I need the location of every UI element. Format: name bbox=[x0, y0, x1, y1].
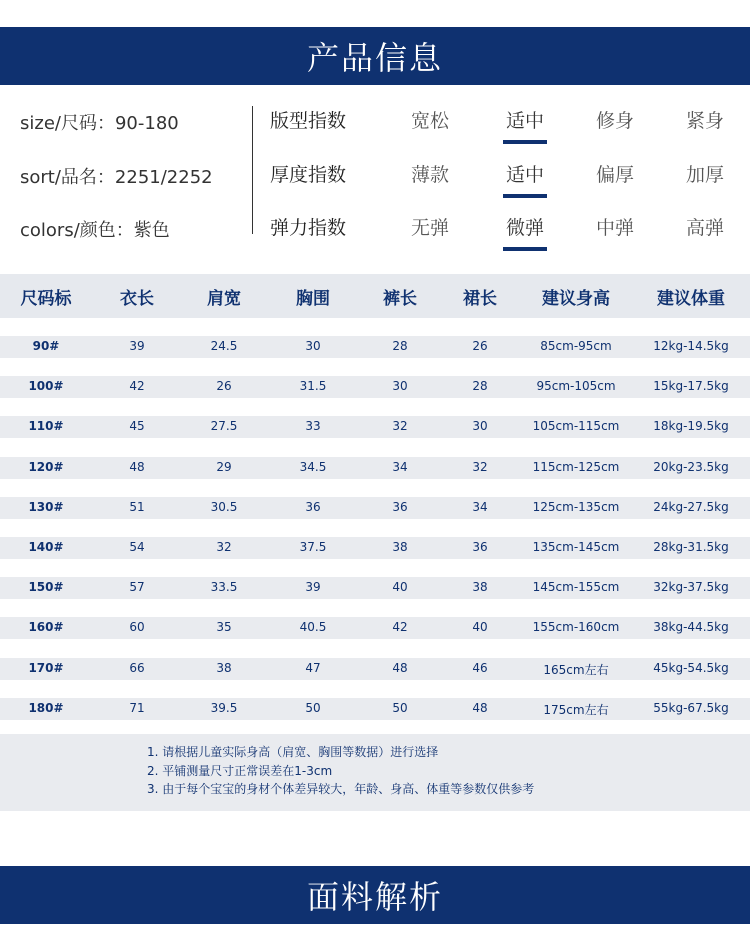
table-cell: 42 bbox=[392, 620, 408, 635]
index-row bbox=[270, 152, 740, 192]
index-option-label: 高弹 bbox=[685, 217, 724, 239]
table-cell: 155cm-160cm bbox=[532, 620, 620, 635]
table-cell: 35 bbox=[216, 620, 232, 635]
table-cell: 57 bbox=[129, 580, 145, 595]
table-cell: 20kg-23.5kg bbox=[653, 459, 729, 474]
table-cell: 30.5 bbox=[210, 499, 238, 514]
index-option bbox=[400, 106, 460, 133]
size-label: 180# bbox=[28, 700, 64, 715]
table-cell: 50 bbox=[305, 700, 321, 715]
table-cell: 55kg-67.5kg bbox=[653, 700, 729, 715]
table-cell: 105cm-115cm bbox=[532, 419, 620, 434]
table-cell: 32 bbox=[392, 419, 408, 434]
size-label: 130# bbox=[28, 499, 64, 514]
table-cell: 18kg-19.5kg bbox=[653, 419, 729, 434]
table-row bbox=[0, 416, 750, 438]
table-cell: 48 bbox=[472, 700, 488, 715]
index-option-label: 紧身 bbox=[685, 110, 724, 132]
table-cell: 40.5 bbox=[299, 620, 327, 635]
table-cell: 85cm-95cm bbox=[540, 339, 612, 353]
table-cell: 36 bbox=[305, 499, 321, 514]
table-cell: 165cm左右 bbox=[543, 662, 609, 677]
table-row bbox=[0, 457, 750, 479]
index-option bbox=[585, 160, 645, 187]
notes-panel bbox=[0, 734, 750, 811]
product-info-panel bbox=[0, 92, 750, 257]
index-option-label: 偏厚 bbox=[595, 164, 634, 186]
table-cell: 38kg-44.5kg bbox=[653, 620, 729, 635]
table-cell: 40 bbox=[472, 620, 488, 635]
table-cell: 30 bbox=[392, 379, 408, 394]
index-option-selected bbox=[495, 160, 555, 187]
note-1: 1. 请根据儿童实际身高（肩宽、胸围等数据）进行选择 bbox=[147, 745, 439, 759]
table-cell: 115cm-125cm bbox=[532, 459, 620, 474]
index-title: 弹力指数 bbox=[270, 217, 347, 239]
table-cell: 26 bbox=[472, 339, 488, 353]
table-cell: 24kg-27.5kg bbox=[653, 499, 729, 514]
table-cell: 50 bbox=[392, 700, 408, 715]
table-cell: 33.5 bbox=[210, 580, 238, 595]
table-cell: 145cm-155cm bbox=[532, 580, 620, 595]
column-header: 裤长 bbox=[383, 288, 417, 309]
table-cell: 24.5 bbox=[210, 339, 238, 353]
note-3: 3. 由于每个宝宝的身材个体差异较大，年龄、身高、体重等参数仅供参考 bbox=[147, 782, 535, 796]
table-row bbox=[0, 497, 750, 519]
column-header: 尺码标 bbox=[20, 288, 72, 309]
table-row bbox=[0, 376, 750, 398]
product-info-title: 产品信息 bbox=[306, 39, 443, 77]
size-label: 160# bbox=[28, 620, 64, 635]
column-header: 肩宽 bbox=[207, 288, 241, 309]
index-option-label: 适中 bbox=[505, 164, 544, 186]
table-cell: 175cm左右 bbox=[543, 702, 609, 717]
table-cell: 34 bbox=[472, 499, 488, 514]
index-option bbox=[585, 213, 645, 240]
table-cell: 54 bbox=[129, 540, 145, 554]
fabric-banner bbox=[0, 866, 750, 924]
table-row bbox=[0, 577, 750, 599]
index-option-label: 薄款 bbox=[410, 164, 449, 186]
index-row bbox=[270, 205, 740, 245]
index-option bbox=[585, 106, 645, 133]
table-cell: 48 bbox=[129, 459, 145, 474]
table-cell: 39 bbox=[129, 339, 145, 353]
index-option-label: 中弹 bbox=[595, 217, 634, 239]
table-row bbox=[0, 698, 750, 720]
table-cell: 38 bbox=[216, 660, 232, 675]
table-cell: 38 bbox=[472, 580, 488, 595]
column-header: 裙长 bbox=[463, 288, 497, 309]
product-info-banner bbox=[0, 27, 750, 85]
table-cell: 34 bbox=[392, 459, 408, 474]
table-cell: 42 bbox=[129, 379, 145, 394]
size-label: 140# bbox=[28, 540, 64, 554]
column-header: 衣长 bbox=[120, 288, 154, 309]
index-option bbox=[675, 213, 735, 240]
table-cell: 32kg-37.5kg bbox=[653, 580, 729, 595]
table-cell: 60 bbox=[129, 620, 145, 635]
selected-underline bbox=[503, 140, 547, 144]
table-cell: 71 bbox=[129, 700, 145, 715]
table-row bbox=[0, 658, 750, 680]
table-cell: 39 bbox=[305, 580, 321, 595]
table-cell: 33 bbox=[305, 419, 321, 434]
table-cell: 26 bbox=[216, 379, 232, 394]
index-row bbox=[270, 98, 740, 138]
table-cell: 32 bbox=[472, 459, 488, 474]
index-option-label: 修身 bbox=[595, 110, 634, 132]
table-cell: 39.5 bbox=[210, 700, 238, 715]
sort-info: sort/品名：2251/2252 bbox=[20, 167, 213, 188]
index-option-label: 适中 bbox=[505, 110, 544, 132]
table-cell: 135cm-145cm bbox=[532, 540, 620, 554]
info-divider bbox=[252, 106, 253, 234]
size-label: 170# bbox=[28, 660, 64, 675]
size-label: 120# bbox=[28, 459, 64, 474]
table-cell: 95cm-105cm bbox=[536, 379, 616, 394]
index-option bbox=[675, 160, 735, 187]
table-cell: 27.5 bbox=[210, 419, 238, 434]
table-cell: 66 bbox=[129, 660, 145, 675]
table-cell: 51 bbox=[129, 499, 145, 514]
table-cell: 31.5 bbox=[299, 379, 327, 394]
table-cell: 45kg-54.5kg bbox=[653, 660, 729, 675]
table-row bbox=[0, 537, 750, 559]
table-row bbox=[0, 336, 750, 358]
fabric-title: 面料解析 bbox=[306, 878, 443, 916]
table-cell: 28 bbox=[472, 379, 488, 394]
selected-underline bbox=[503, 194, 547, 198]
table-cell: 15kg-17.5kg bbox=[653, 379, 729, 394]
table-cell: 30 bbox=[472, 419, 488, 434]
size-table-header bbox=[0, 274, 750, 318]
table-row bbox=[0, 617, 750, 639]
size-label: 110# bbox=[28, 419, 64, 434]
index-title: 厚度指数 bbox=[270, 164, 347, 186]
index-option-selected bbox=[495, 106, 555, 133]
table-cell: 34.5 bbox=[299, 459, 327, 474]
index-option bbox=[675, 106, 735, 133]
table-cell: 40 bbox=[392, 580, 408, 595]
table-cell: 37.5 bbox=[299, 540, 327, 554]
index-title: 版型指数 bbox=[270, 110, 347, 132]
index-option-label: 加厚 bbox=[685, 164, 724, 186]
table-cell: 30 bbox=[305, 339, 321, 353]
index-option-label: 无弹 bbox=[410, 217, 449, 239]
selected-underline bbox=[503, 247, 547, 251]
index-option-selected bbox=[495, 213, 555, 240]
index-option-label: 宽松 bbox=[410, 110, 449, 132]
color-info: colors/颜色：紫色 bbox=[20, 220, 170, 241]
size-label: 100# bbox=[28, 379, 64, 394]
table-cell: 46 bbox=[472, 660, 488, 675]
table-cell: 45 bbox=[129, 419, 145, 434]
table-cell: 38 bbox=[392, 540, 408, 554]
index-option bbox=[400, 160, 460, 187]
table-cell: 48 bbox=[392, 660, 408, 675]
size-label: 150# bbox=[28, 580, 64, 595]
table-cell: 28kg-31.5kg bbox=[653, 540, 729, 554]
table-cell: 12kg-14.5kg bbox=[653, 339, 729, 353]
table-cell: 29 bbox=[216, 459, 232, 474]
column-header: 胸围 bbox=[296, 288, 330, 309]
table-cell: 125cm-135cm bbox=[532, 499, 620, 514]
column-header: 建议身高 bbox=[542, 288, 610, 309]
table-cell: 47 bbox=[305, 660, 321, 675]
table-cell: 32 bbox=[216, 540, 232, 554]
note-2: 2. 平铺测量尺寸正常误差在1-3cm bbox=[147, 764, 333, 778]
table-cell: 28 bbox=[392, 339, 408, 353]
table-cell: 36 bbox=[392, 499, 408, 514]
column-header: 建议体重 bbox=[657, 288, 725, 309]
table-cell: 36 bbox=[472, 540, 488, 554]
index-option bbox=[400, 213, 460, 240]
size-info: size/尺码：90-180 bbox=[20, 113, 179, 134]
index-option-label: 微弹 bbox=[505, 217, 544, 239]
size-label: 90# bbox=[32, 339, 60, 353]
